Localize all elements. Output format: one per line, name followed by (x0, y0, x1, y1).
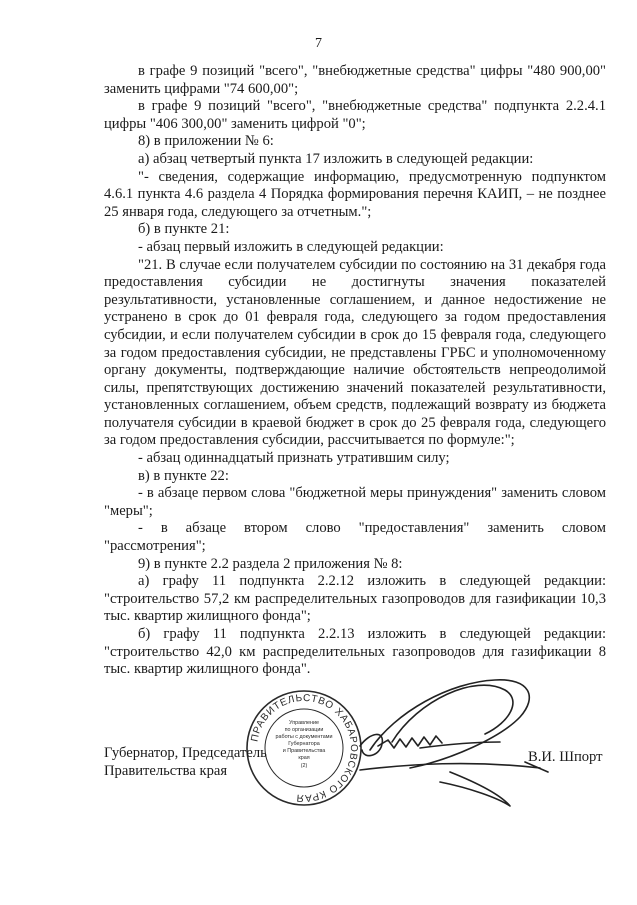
seal-line-5: и Правительства (282, 748, 326, 754)
seal-line-1: Управление (289, 720, 319, 726)
paragraph-12: - в абзаце втором слово "предоставления" заменить словом "рассмотрения"; (104, 520, 606, 555)
seal-line-3: работы с документами (275, 734, 333, 740)
paragraph-7: - абзац первый изложить в следующей редакции: (138, 238, 444, 255)
paragraph-13: 9) в пункте 2.2 раздела 2 приложения № 8: (138, 555, 403, 572)
handwritten-signature (300, 672, 550, 812)
position-line-2: Правительства края (104, 762, 228, 779)
paragraph-14: а) графу 11 подпункта 2.2.12 изложить в следующей редакции: "строительство 57,2 км распределительных газопроводов для газификации 10,3 тыс. квартир жилищного фонда"; (104, 573, 606, 625)
position-line-1: Губернатор, Председатель (104, 745, 267, 761)
signatory-position (104, 745, 267, 780)
paragraph-15: б) графу 11 подпункта 2.2.13 изложить в следующей редакции: "строительство 42,0 км распределительных газопроводов для газификации 8 тыс. квартир жилищного фонда". (104, 626, 606, 678)
paragraph-4: а) абзац четвертый пункта 17 изложить в следующей редакции: (138, 150, 534, 167)
paragraph-11: - в абзаце первом слова "бюджетной меры принуждения" заменить словом "меры"; (104, 485, 606, 519)
page-number: 7 (315, 36, 322, 51)
paragraph-6: б) в пункте 21: (138, 221, 230, 238)
seal-line-6: края (298, 755, 310, 761)
seal-ring-text: ПРАВИТЕЛЬСТВО ХАБАРОВСКОГО КРАЯ (249, 692, 360, 804)
document-body (104, 63, 606, 679)
paragraph-5: "- сведения, содержащие информацию, предусмотренную подпунктом 4.6.1 пункта 4.6 раздела 4 Порядка формирования перечня КАИП, – не позднее 25 января года, следующего за отчетным."; (104, 168, 606, 220)
paragraph-2: в графе 9 позиций "всего", "внебюджетные средства" подпункта 2.2.4.1 цифры "406 300,00" заменить цифрой "0"; (104, 98, 606, 132)
paragraph-8: "21. В случае если получателем субсидии по состоянию на 31 декабря года предоставления субсидии не достигнуты значения показателей результативности, установленные соглашением, и данное недостижение не устранено в срок до 01 февраля года, следующего за годом предоставления субсидии, и если получателем субсидии в срок до 15 февраля года, следующего за годом предоставления субсидии, не представлены ГРБС и уполномоченному органу документы, подтверждающие наличие обстоятельств непреодолимой силы, препятствующих достижению значений показателей результативности, установленных соглашением, объем средств, подлежащий возврату из бюджета получателя субсидии в краевой бюджет в срок до 25 февраля года, следующего за годом предоставления субсидии, рассчитывается по формуле:"; (104, 256, 606, 449)
seal-line-4: Губернатора (288, 741, 320, 747)
seal-line-2: по организации (284, 727, 324, 733)
paragraph-1: в графе 9 позиций "всего", "внебюджетные средства" цифры "480 900,00" заменить цифрами "74 600,00"; (104, 63, 606, 97)
paragraph-3: 8) в приложении № 6: (138, 133, 274, 150)
paragraph-9: - абзац одиннадцатый признать утратившим силу; (138, 450, 450, 467)
signatory-name: В.И. Шпорт (528, 749, 603, 765)
paragraph-10: в) в пункте 22: (138, 467, 229, 484)
seal-line-7: (2) (300, 763, 308, 769)
